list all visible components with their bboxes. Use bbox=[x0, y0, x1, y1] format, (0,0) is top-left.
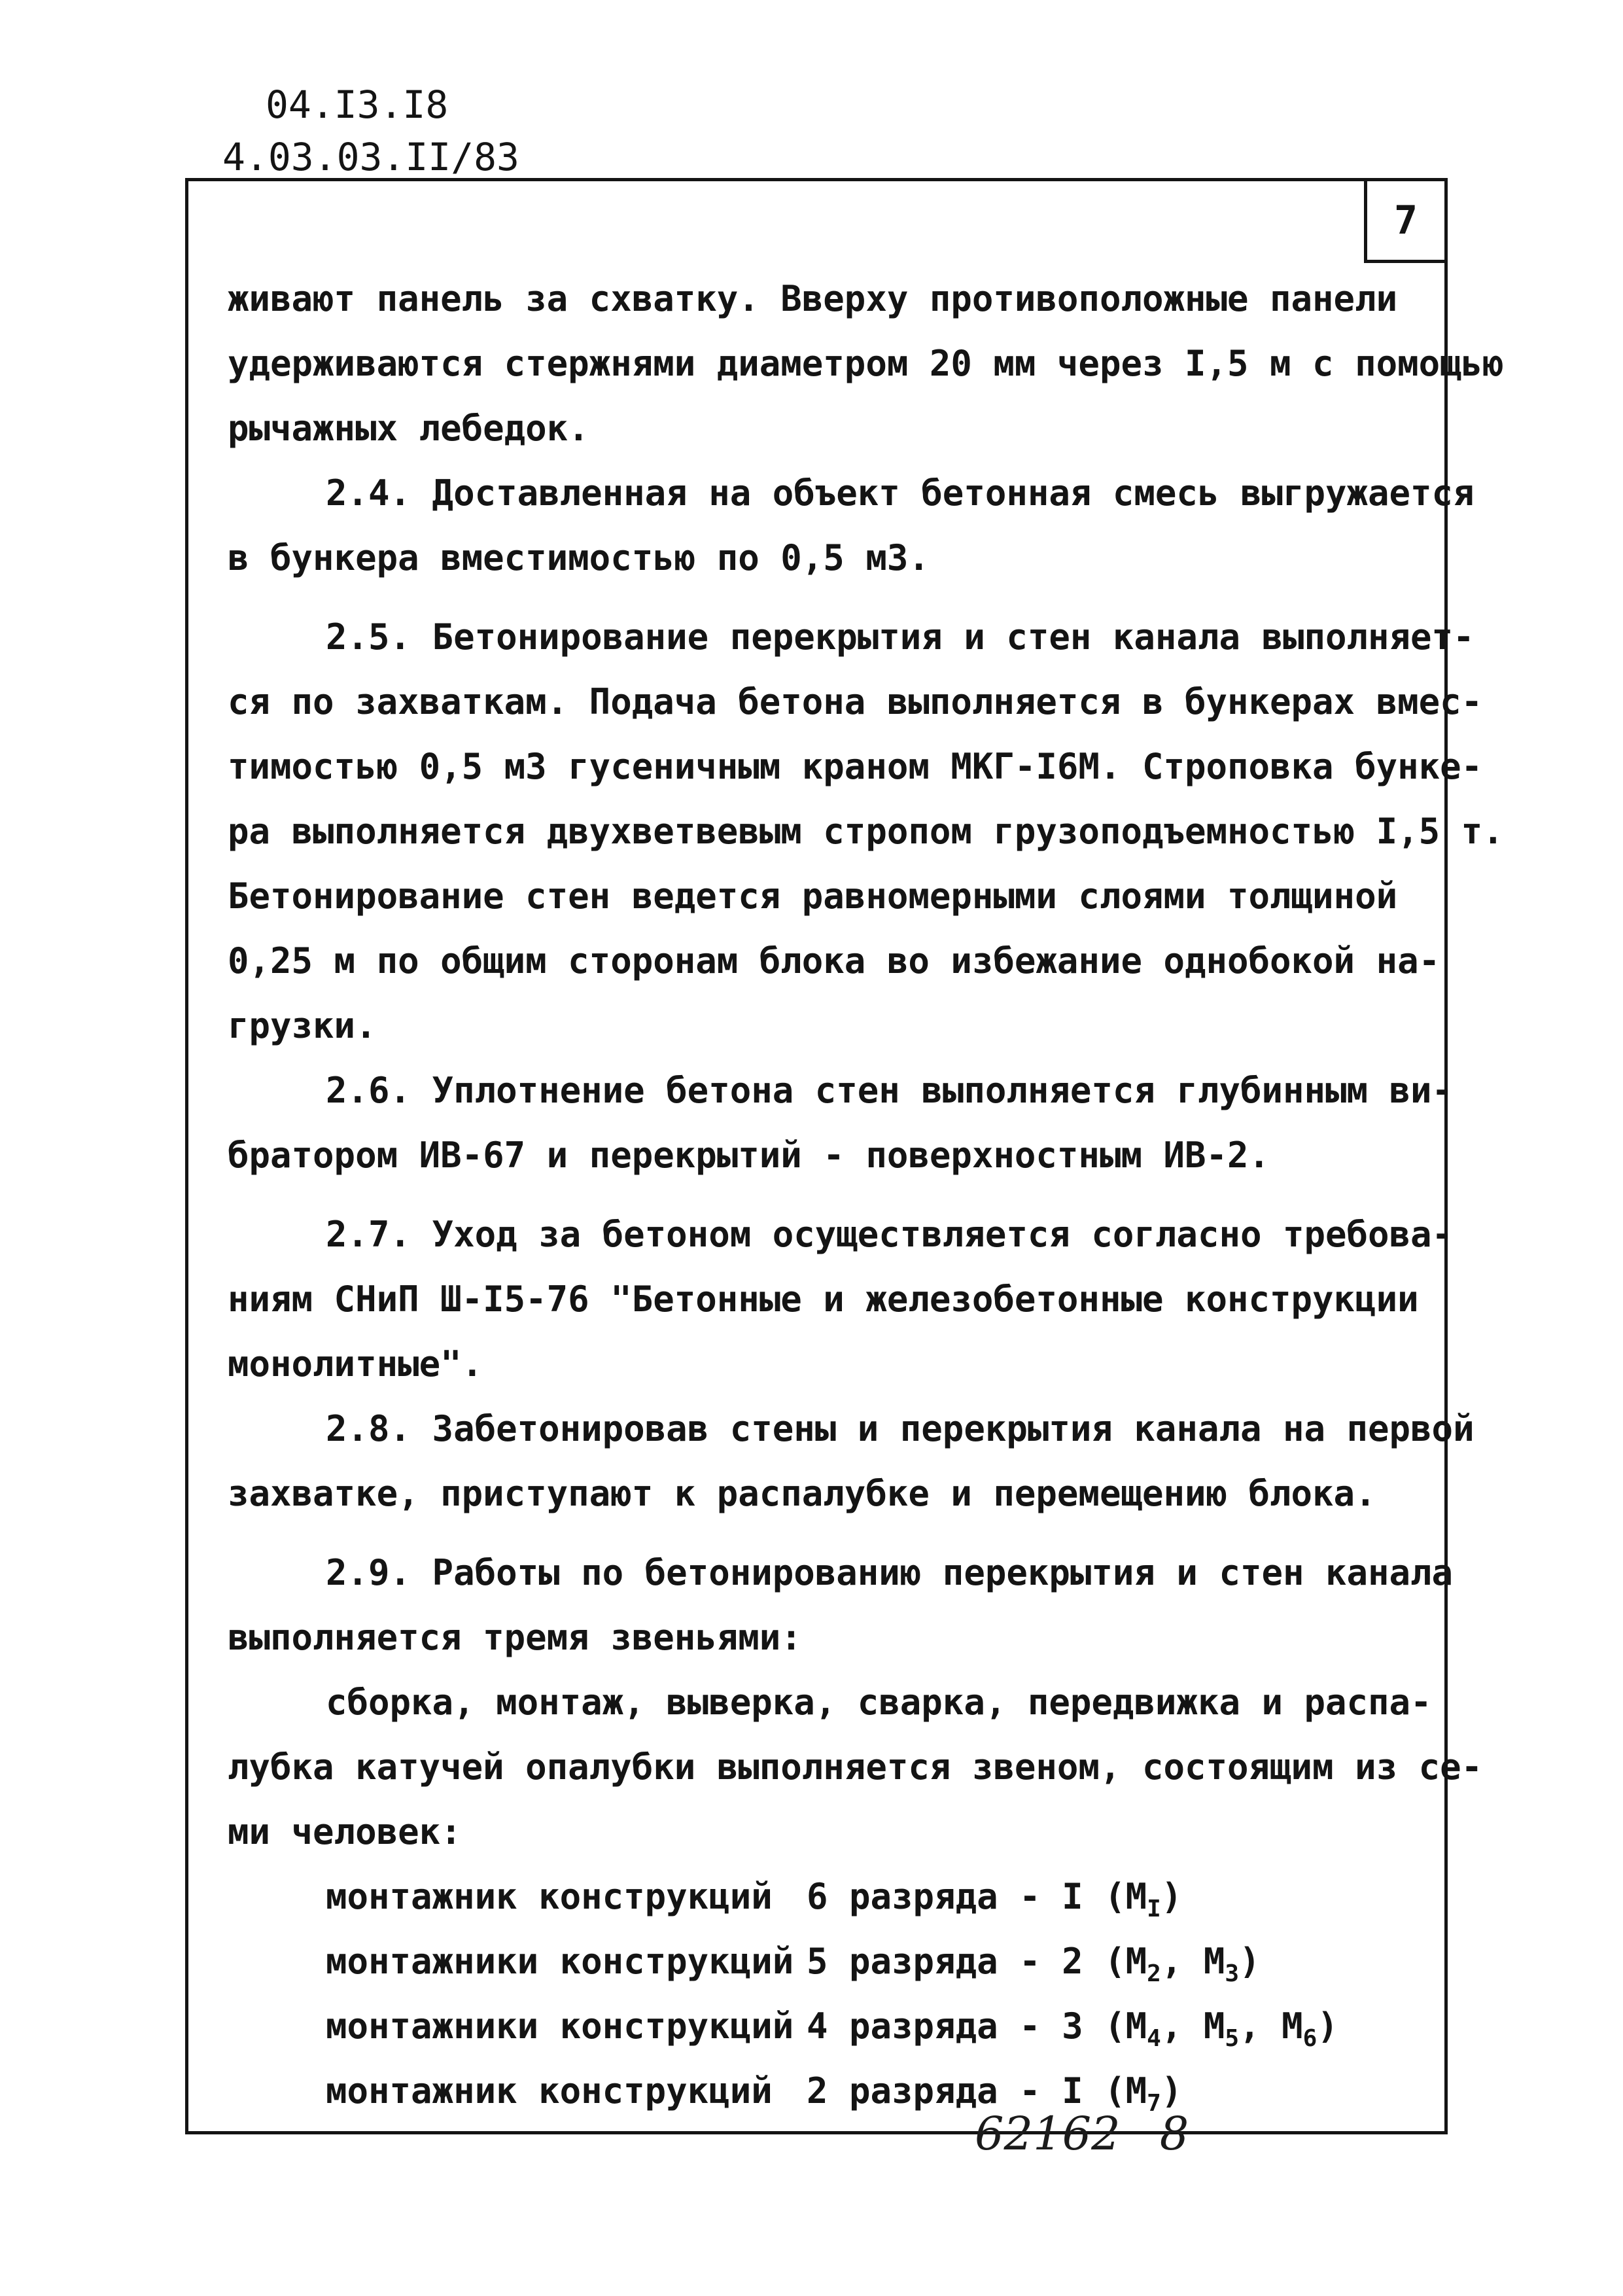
document-code-1: 04.I3.I8 bbox=[266, 82, 449, 127]
text-line: ниям СНиП Ш-I5-76 "Бетонные и железобетонные конструкции bbox=[228, 1279, 1419, 1320]
text-line: живают панель за схватку. Вверху противоположные панели bbox=[228, 278, 1398, 319]
text-line: монолитные". bbox=[228, 1343, 483, 1385]
document-code-2: 4.03.03.II/83 bbox=[222, 135, 519, 179]
text-line: рычажных лебедок. bbox=[228, 408, 589, 449]
crew-grade: 4 разряда - 3 (М bbox=[807, 2005, 1147, 2047]
crew-role: монтажник конструкций bbox=[326, 1876, 773, 1917]
crew-member-row: монтажники конструкций 5 разряда - 2 ($М_2$, $М_3$) bbox=[228, 1929, 1425, 1994]
page-number: 7 bbox=[1364, 178, 1448, 263]
text-line: сборка, монтаж, выверка, сварка, передвижка и распа- bbox=[326, 1682, 1432, 1723]
text-line: ми человек: bbox=[228, 1811, 462, 1852]
crew-member-row: монтажники конструкций 4 разряда - 3 ($М_4$, $М_5$, $М_6$) bbox=[228, 1994, 1425, 2058]
text-line: братором ИВ-67 и перекрытий - поверхностным ИВ-2. bbox=[228, 1135, 1270, 1176]
text-line: грузки. bbox=[228, 1005, 377, 1046]
handwritten-inventory-number bbox=[975, 2107, 1189, 2161]
text-line: ра выполняется двухветвевым стропом грузоподъемностью I,5 т. bbox=[228, 811, 1504, 852]
text-line: ся по захваткам. Подача бетона выполняется в бункерах вмес- bbox=[228, 681, 1483, 722]
crew-member-row: монтажник конструкций 6 разряда - I $(М_I)$ bbox=[228, 1864, 1425, 1929]
crew-role: монтажники конструкций bbox=[326, 1941, 794, 1982]
body-text bbox=[228, 266, 1504, 2123]
page-frame bbox=[185, 178, 1504, 2134]
crew-grade: 2 разряда - I (М bbox=[807, 2070, 1147, 2111]
text-line: 0,25 м по общим сторонам блока во избежание однобокой на- bbox=[228, 940, 1440, 981]
crew-member-row: монтажник конструкций 2 разряда - I $(М_7)$ bbox=[228, 2058, 1425, 2123]
paragraph-2-4: 2.4. Доставленная на объект бетонная смесь выгружается bbox=[326, 472, 1475, 514]
text-line: захватке, приступают к распалубке и перемещению блока. bbox=[228, 1473, 1376, 1514]
text-line: в бункера вместимостью по 0,5 м3. bbox=[228, 537, 930, 578]
paragraph-2-8: 2.8. Забетонировав стены и перекрытия канала на первой bbox=[326, 1408, 1475, 1449]
text-line: выполняется тремя звеньями: bbox=[228, 1617, 802, 1658]
text-line: тимостью 0,5 м3 гусеничным краном МКГ-I6М. Строповка бунке- bbox=[228, 746, 1483, 787]
text-line: удерживаются стержнями диаметром 20 мм через I,5 м с помощью bbox=[228, 343, 1504, 384]
text-line: Бетонирование стен ведется равномерными слоями толщиной bbox=[228, 875, 1398, 917]
paragraph-2-6: 2.6. Уплотнение бетона стен выполняется глубинным ви- bbox=[326, 1070, 1454, 1111]
document-codes bbox=[222, 79, 519, 183]
crew-role: монтажник конструкций bbox=[326, 2070, 773, 2111]
paragraph-2-5: 2.5. Бетонирование перекрытия и стен канала выполняет- bbox=[326, 616, 1475, 658]
crew-grade: 5 разряда - 2 (М bbox=[807, 1941, 1147, 1982]
sheet-number: 8 bbox=[1159, 2107, 1189, 2161]
text-line: лубка катучей опалубки выполняется звеном, состоящим из се- bbox=[228, 1746, 1483, 1788]
inventory-number: 62162 bbox=[975, 2107, 1121, 2161]
crew-grade: 6 разряда - I (М bbox=[807, 1876, 1147, 1917]
paragraph-2-7: 2.7. Уход за бетоном осуществляется согласно требова- bbox=[326, 1214, 1454, 1255]
crew-role: монтажники конструкций bbox=[326, 2005, 794, 2047]
paragraph-2-9: 2.9. Работы по бетонированию перекрытия и стен канала bbox=[326, 1552, 1454, 1593]
